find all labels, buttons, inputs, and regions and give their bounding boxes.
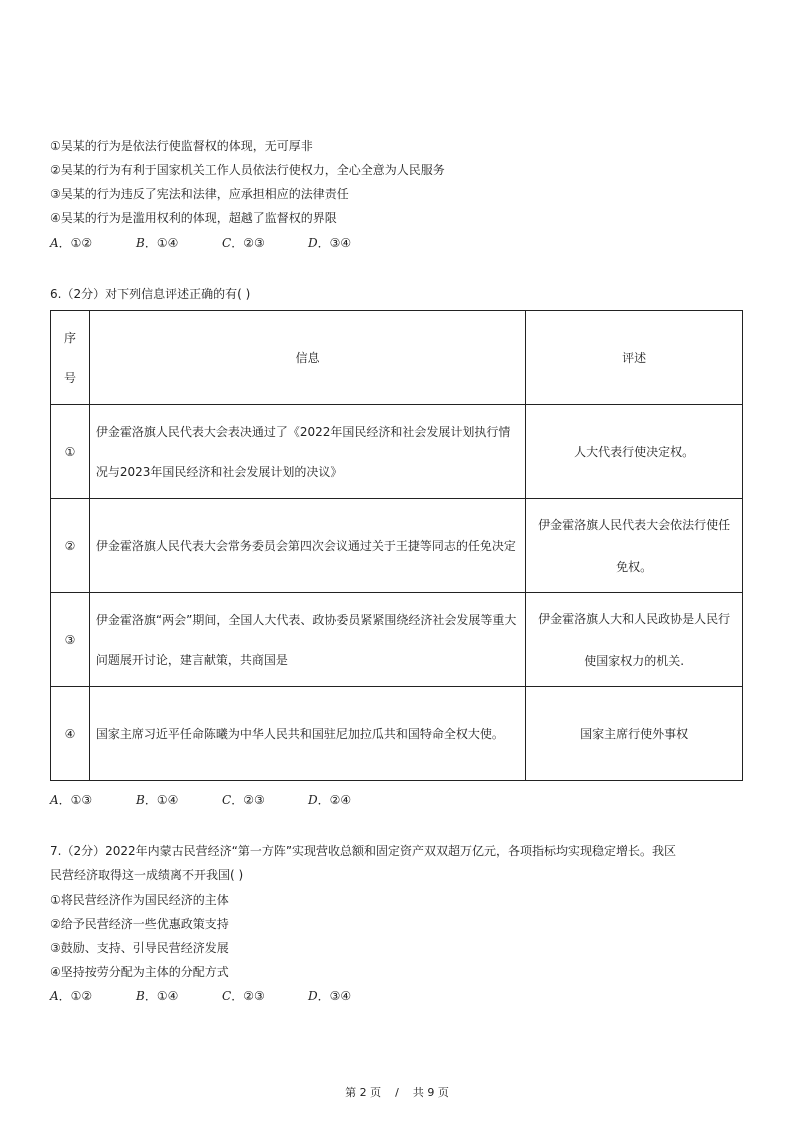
table-row	[51, 593, 743, 687]
q6-stem: 6.（2分）对下列信息评述正确的有( )	[50, 287, 251, 301]
header-no-line2: 号	[63, 370, 76, 385]
row-comment-text: 伊金霍洛旗人大和人民政协是人民行使国家权力的机关.	[538, 611, 731, 668]
row-comment	[526, 405, 743, 499]
q7-option-d: D．③④	[308, 989, 352, 1003]
row-info	[89, 593, 525, 687]
header-comment: 评述	[526, 311, 743, 405]
row-comment-text: 国家主席行使外事权	[580, 726, 689, 741]
row-info-text: 伊金霍洛旗人民代表大会表决通过了《2022年国民经济和社会发展计划执行情况与2023年国民经济和社会发展计划的决议》	[95, 424, 511, 479]
row-no: ④	[51, 687, 90, 781]
q7-option-a: A．①②	[50, 989, 93, 1003]
row-info	[89, 499, 525, 593]
q6-option-b: B．①④	[136, 793, 179, 807]
row-info	[89, 405, 525, 499]
row-info	[89, 687, 525, 781]
row-no: ②	[51, 499, 90, 593]
q5-statement-1: ①吴某的行为是依法行使监督权的体现，无可厚非	[50, 139, 313, 153]
q5-statement-4: ④吴某的行为是滥用权利的体现，超越了监督权的界限	[50, 211, 337, 225]
q6-info-table	[50, 310, 743, 781]
header-info: 信息	[89, 311, 525, 405]
q6-options	[50, 792, 351, 808]
q5-statement-3: ③吴某的行为违反了宪法和法律，应承担相应的法律责任	[50, 187, 349, 201]
table-row	[51, 687, 743, 781]
q5-option-a: A．①②	[50, 236, 93, 250]
q5-options	[50, 235, 351, 251]
q5-option-b: B．①④	[136, 236, 179, 250]
q7-stem-line2: 民营经济取得这一成绩离不开我国( )	[50, 868, 244, 882]
row-no: ①	[51, 405, 90, 499]
row-comment-text: 伊金霍洛旗人民代表大会依法行使任免权。	[538, 517, 731, 574]
q7-options	[50, 988, 351, 1004]
row-info-text: 国家主席习近平任命陈曦为中华人民共和国驻尼加拉瓜共和国特命全权大使。	[95, 726, 504, 741]
q7-statement-1: ①将民营经济作为国民经济的主体	[50, 893, 229, 907]
q6-option-d: D．②④	[308, 793, 352, 807]
q7-stem-line1: 7.（2分）2022年内蒙古民营经济“第一方阵”实现营收总额和固定资产双双超万亿元，各项指标均实现稳定增长。我区	[50, 844, 677, 858]
header-no	[51, 311, 90, 405]
q7-option-b: B．①④	[136, 989, 179, 1003]
row-info-text: 伊金霍洛旗“两会”期间，全国人大代表、政协委员紧紧围绕经济社会发展等重大问题展开讨论，建言献策，共商国是	[95, 612, 517, 667]
q7-statement-2: ②给予民营经济一些优惠政策支持	[50, 917, 229, 931]
page-footer: 第 2 页 / 共 9 页	[345, 1086, 449, 1099]
q7-statement-4: ④坚持按劳分配为主体的分配方式	[50, 965, 229, 979]
header-no-line1: 序	[63, 330, 76, 345]
row-comment	[526, 687, 743, 781]
table-header-row	[51, 311, 743, 405]
table-row	[51, 499, 743, 593]
table-row	[51, 405, 743, 499]
row-comment-text: 人大代表行使决定权。	[574, 444, 695, 459]
q6-option-a: A．①③	[50, 793, 93, 807]
q7-option-c: C．②③	[222, 989, 265, 1003]
row-info-text: 伊金霍洛旗人民代表大会常务委员会第四次会议通过关于王捷等同志的任免决定	[95, 538, 516, 553]
row-comment	[526, 499, 743, 593]
row-no: ③	[51, 593, 90, 687]
q6-option-c: C．②③	[222, 793, 265, 807]
q5-option-c: C．②③	[222, 236, 265, 250]
q7-statement-3: ③鼓励、支持、引导民营经济发展	[50, 941, 229, 955]
q5-option-d: D．③④	[308, 236, 352, 250]
row-comment	[526, 593, 743, 687]
q5-statement-2: ②吴某的行为有利于国家机关工作人员依法行使权力，全心全意为人民服务	[50, 163, 445, 177]
